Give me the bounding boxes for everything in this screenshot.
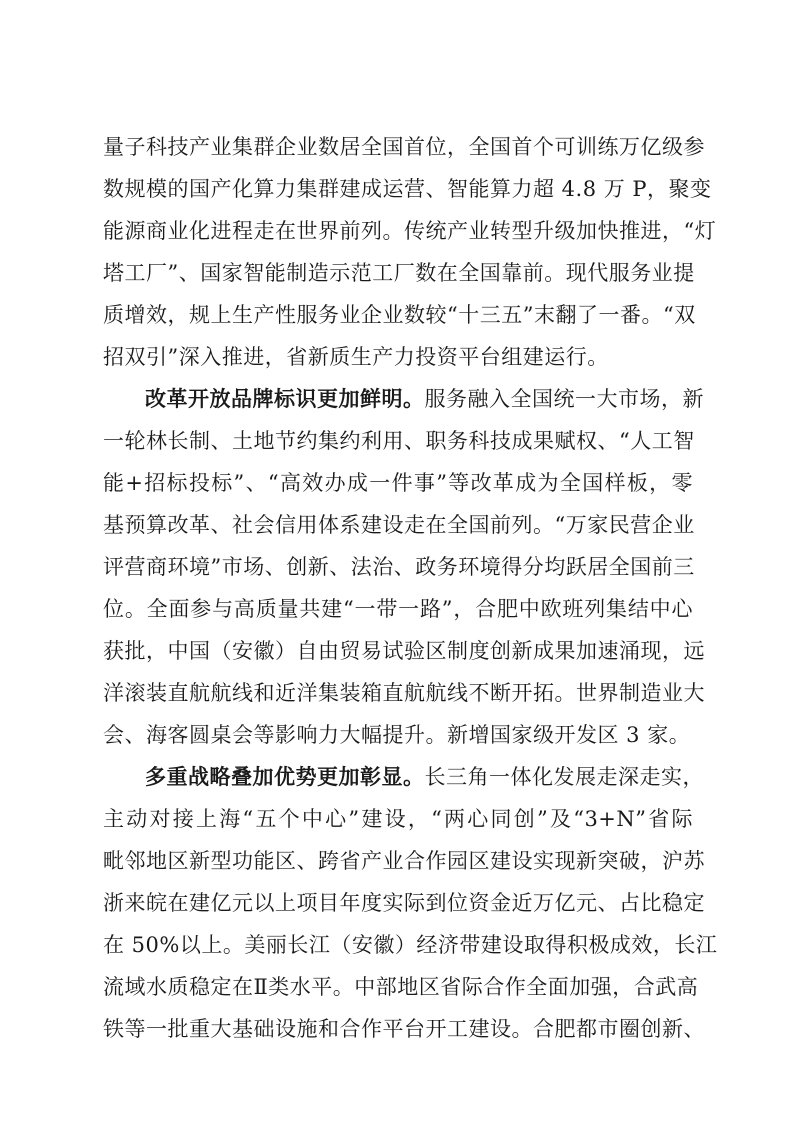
text-line: 评营商环境”市场、创新、法治、政务环境得分均跃居全国前三 xyxy=(103,555,695,579)
text-line: 会、海客圆桌会等影响力大幅提升。新增国家级开发区 3 家。 xyxy=(103,723,691,747)
text-line: 主动对接上海“五个中心”建设，“两心同创”及“3+N”省际 xyxy=(103,807,693,831)
paragraph-heading: 多重战略叠加优势更加彰显。 xyxy=(145,765,425,789)
text-line: 质增效，规上生产性服务业企业数较“十三五”末翻了一番。“双 xyxy=(103,303,696,327)
paragraph-first-line xyxy=(145,763,704,791)
text-line: 毗邻地区新型功能区、跨省产业合作园区建设实现新突破，沪苏 xyxy=(103,849,705,873)
text-line: 量子科技产业集群企业数居全国首位，全国首个可训练万亿级参 xyxy=(103,135,705,159)
text-line: 铁等一批重大基础设施和合作平台开工建设。合肥都市圈创新、 xyxy=(103,1017,705,1041)
text-line: 浙来皖在建亿元以上项目年度实际到位资金近万亿元、占比稳定 xyxy=(103,891,705,915)
text-line: 数规模的国产化算力集群建成运营、智能算力超 4.8 万 P，聚变 xyxy=(103,177,712,201)
text-line: 基预算改革、社会信用体系建设走在全国前列。“万家民营企业 xyxy=(103,513,695,537)
text-line: 能+招标投标”、“高效办成一件事”等改革成为全国样板，零 xyxy=(103,471,693,495)
text-line: 塔工厂”、国家智能制造示范工厂数在全国靠前。现代服务业提 xyxy=(103,261,695,285)
text-span: 长三角一体化发展走深走实， xyxy=(424,765,704,789)
text-line: 获批，中国（安徽）自由贸易试验区制度创新成果加速涌现，远 xyxy=(103,639,705,663)
text-line: 一轮林长制、土地节约集约利用、职务科技成果赋权、“人工智 xyxy=(103,429,695,453)
text-span: 服务融入全国统一大市场，新 xyxy=(424,387,704,411)
text-line: 在 50%以上。美丽长江（安徽）经济带建设取得积极成效，长江 xyxy=(103,933,718,957)
text-line: 招双引”深入推进，省新质生产力投资平台组建运行。 xyxy=(103,345,609,369)
text-line: 能源商业化进程走在世界前列。传统产业转型升级加快推进，“灯 xyxy=(103,219,717,243)
paragraph-heading: 改革开放品牌标识更加鲜明。 xyxy=(145,387,425,411)
text-line: 流域水质稳定在Ⅱ类水平。中部地区省际合作全面加强，合武高 xyxy=(103,975,699,999)
text-line: 位。全面参与高质量共建“一带一路”，合肥中欧班列集结中心 xyxy=(103,597,693,621)
paragraph-first-line xyxy=(145,385,704,413)
text-line: 洋滚装直航航线和近洋集装箱直航航线不断开拓。世界制造业大 xyxy=(103,681,705,705)
